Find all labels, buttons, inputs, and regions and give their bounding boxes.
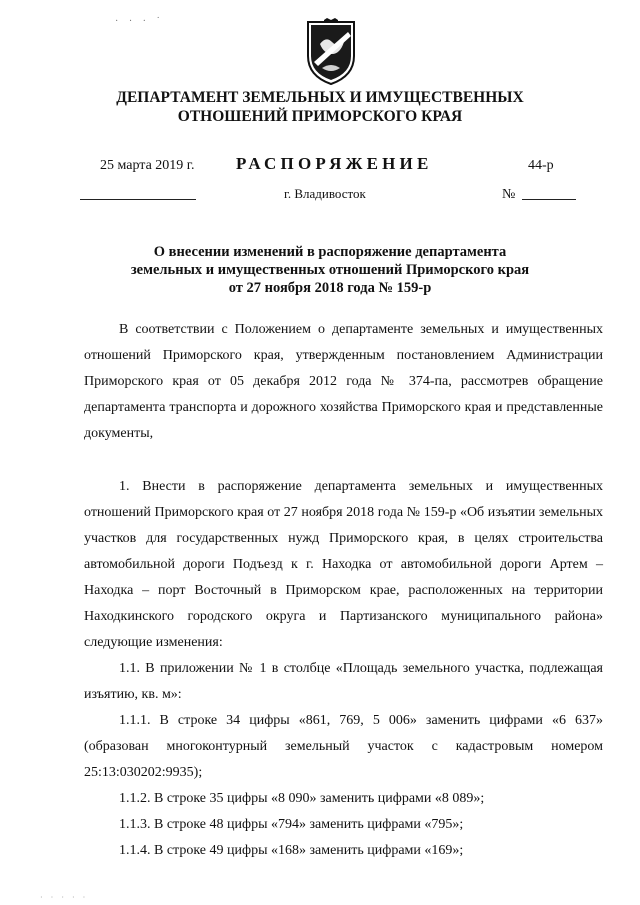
item-1-1: 1.1. В приложении № 1 в столбце «Площадь земельного участка, подлежащая изъятию, кв. м»: <box>84 661 603 702</box>
doc-type-title: РАСПОРЯЖЕНИЕ <box>236 154 433 173</box>
number-sign: № <box>502 187 516 202</box>
item-1-1-1: 1.1.1. В строке 34 цифры «861, 769, 5 006» заменить цифрами «6 637» (образован многоконтурный земельный участок с кадастровым номером 25:13:030202:9935); <box>84 713 603 780</box>
item-1-1-3: 1.1.3. В строке 48 цифры «794» заменить цифрами «795»; <box>119 817 464 832</box>
intro-paragraph <box>84 317 603 447</box>
scan-marks: · · · ˙ <box>115 16 164 27</box>
footer-scan-marks: · · · · · <box>40 893 89 902</box>
item-1-1-2: 1.1.2. В строке 35 цифры «8 090» заменить цифрами «8 089»; <box>119 791 485 806</box>
doc-date: 25 марта 2019 г. <box>100 158 195 173</box>
number-underline <box>522 199 576 200</box>
org-name-line2: ОТНОШЕНИЙ ПРИМОРСКОГО КРАЯ <box>177 108 463 125</box>
subject-line1: О внесении изменений в распоряжение департамента <box>153 244 507 260</box>
coat-of-arms-icon <box>302 18 360 88</box>
item-1: 1. Внести в распоряжение департамента земельных и имущественных отношений Приморского края от 27 ноября 2018 года № 159-р «Об изъятии земельных участков для государственных нужд Приморского края, в целях строительства автомобильной дороги Подъезд к г. Находка от автомобильной дороги Артем – Находка – порт Восточный в Приморском крае, расположенных на территории Находкинского городского округа и Партизанского муниципального района» следующие изменения: <box>84 479 603 650</box>
subject-line3: от 27 ноября 2018 года № 159-р <box>228 280 432 296</box>
item-1-1-4: 1.1.4. В строке 49 цифры «168» заменить цифрами «169»; <box>119 843 464 858</box>
subject-line2: земельных и имущественных отношений Приморского края <box>130 262 530 278</box>
org-name-line1: ДЕПАРТАМЕНТ ЗЕМЕЛЬНЫХ И ИМУЩЕСТВЕННЫХ <box>116 89 524 106</box>
doc-subject <box>110 243 550 297</box>
body-items <box>84 474 603 864</box>
doc-number: 44-р <box>528 158 554 173</box>
doc-city: г. Владивосток <box>284 186 366 201</box>
intro-text: В соответствии с Положением о департаменте земельных и имущественных отношений Приморского края, утвержденным постановлением Администрации Приморского края от 05 декабря 2012 года № 374-па, рассмотрев обращение департамента транспорта и дорожного хозяйства Приморского края и представленные документы, <box>84 322 603 441</box>
date-underline <box>80 199 196 200</box>
